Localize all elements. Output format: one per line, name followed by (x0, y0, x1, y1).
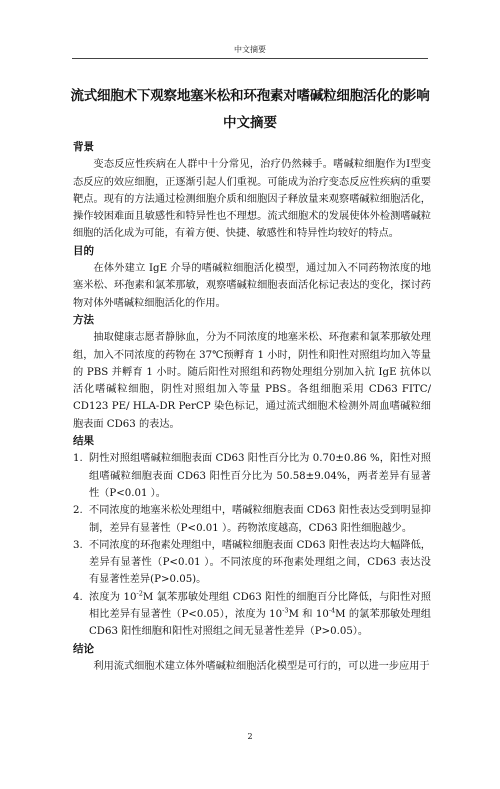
result-text-part: M 的氯苯那敏处理组 CD63 阳性细胞和阳性对照组之间无显著性差异（P>0.05）。 (89, 609, 431, 638)
running-header: 中文摘要 (234, 45, 266, 54)
result-item-number: 2. (73, 505, 83, 517)
conclusion-paragraph: 利用流式细胞术建立体外嗜碱粒细胞活化模型是可行的，可以进一步应用于 (93, 660, 430, 672)
exponent: -3 (282, 606, 289, 615)
result-item (73, 450, 431, 502)
result-item-text: 不同浓度的环孢素处理组中，嗜碱粒细胞表面 CD63 阳性表达均大幅降低，差异有显著性（P<0.01 ）。不同浓度的环孢素处理组之间，CD63 表达没有显著性差异(P>0.05)。 (89, 539, 431, 586)
result-item-number: 1. (73, 453, 83, 465)
result-item-text: 阴性对照组嗜碱粒细胞表面 CD63 阳性百分比为 0.70±0.86 %，阳性对照组嗜碱粒细胞表面 CD63 阳性百分比为 50.58±9.04%，两者差异有显著性（P<0.01 ）。 (89, 453, 431, 499)
result-text-part: 浓度为 10 (89, 591, 137, 603)
result-text-part: M 氯苯那敏处理组 CD63 阳性的细胞百分比降低，与阳性对照相比差异有显著性（P<0.05），浓度为 10 (89, 591, 431, 621)
result-item (73, 537, 431, 589)
result-item-number: 4. (73, 591, 83, 603)
abstract-body (73, 139, 431, 675)
exponent: -2 (136, 589, 143, 598)
result-item-text (89, 589, 431, 638)
header-rule (72, 58, 428, 59)
methods-heading: 方法 (73, 313, 94, 326)
page-number: 2 (247, 732, 253, 741)
methods-paragraph: 抽取健康志愿者静脉血，分为不同浓度的地塞米松、环孢素和氯苯那敏处理组，加入不同浓度的药物在 37℃预孵育 1 小时，阴性和阳性对照组均加入等量的 PBS 并孵育 1 小时。随后阳性对照组和药物处理组分别加入抗 IgE 抗体以活化嗜碱粒细胞，阴性对照组加入等量 PBS。各组细胞采用 CD63 FITC/ CD123 PE/ HLA-DR PerCP 染色标记，通过流式细胞术检测外周血嗜碱粒细胞表面 CD63 的表达。 (73, 332, 431, 430)
objective-heading: 目的 (73, 244, 94, 257)
paper-title: 流式细胞术下观察地塞米松和环孢素对嗜碱粒细胞活化的影响 (70, 88, 430, 104)
abstract-heading: 中文摘要 (223, 115, 277, 131)
results-heading: 结果 (73, 435, 94, 448)
background-paragraph: 变态反应性疾病在人群中十分常见，治疗仍然棘手。嗜碱粒细胞作为Ⅰ型变态反应的效应细胞，正逐渐引起人们重视。可能成为治疗变态反应性疾病的重要靶点。现有的方法通过检测细胞介质和细胞因子释放量来观察嗜碱粒细胞活化，操作较困难面且敏感性和特异性也不理想。流式细胞术的发展使体外检测嗜碱粒细胞的活化成为可能，有着方便、快捷、敏感性和特异性均较好的特点。 (73, 159, 431, 240)
result-item (73, 589, 431, 641)
results-list (73, 450, 431, 640)
result-item-text: 不同浓度的地塞米松处理组中，嗜碱粒细胞表面 CD63 阳性表达受到明显抑制，差异有显著性（P<0.01 ）。药物浓度越高，CD63 阳性细胞越少。 (89, 505, 431, 534)
result-item (73, 502, 431, 537)
background-heading: 背景 (73, 141, 94, 153)
exponent: -4 (328, 606, 336, 615)
objective-paragraph: 在体外建立 IgE 介导的嗜碱粒细胞活化模型，通过加入不同药物浓度的地塞米松、环孢素和氯苯那敏，观察嗜碱粒细胞表面活化标记表达的变化，探讨药物对体外嗜碱粒细胞活化的作用。 (73, 263, 431, 309)
result-text-part: M 和 10 (288, 609, 329, 621)
conclusion-heading: 结论 (73, 642, 94, 655)
result-item-number: 3. (73, 539, 83, 551)
